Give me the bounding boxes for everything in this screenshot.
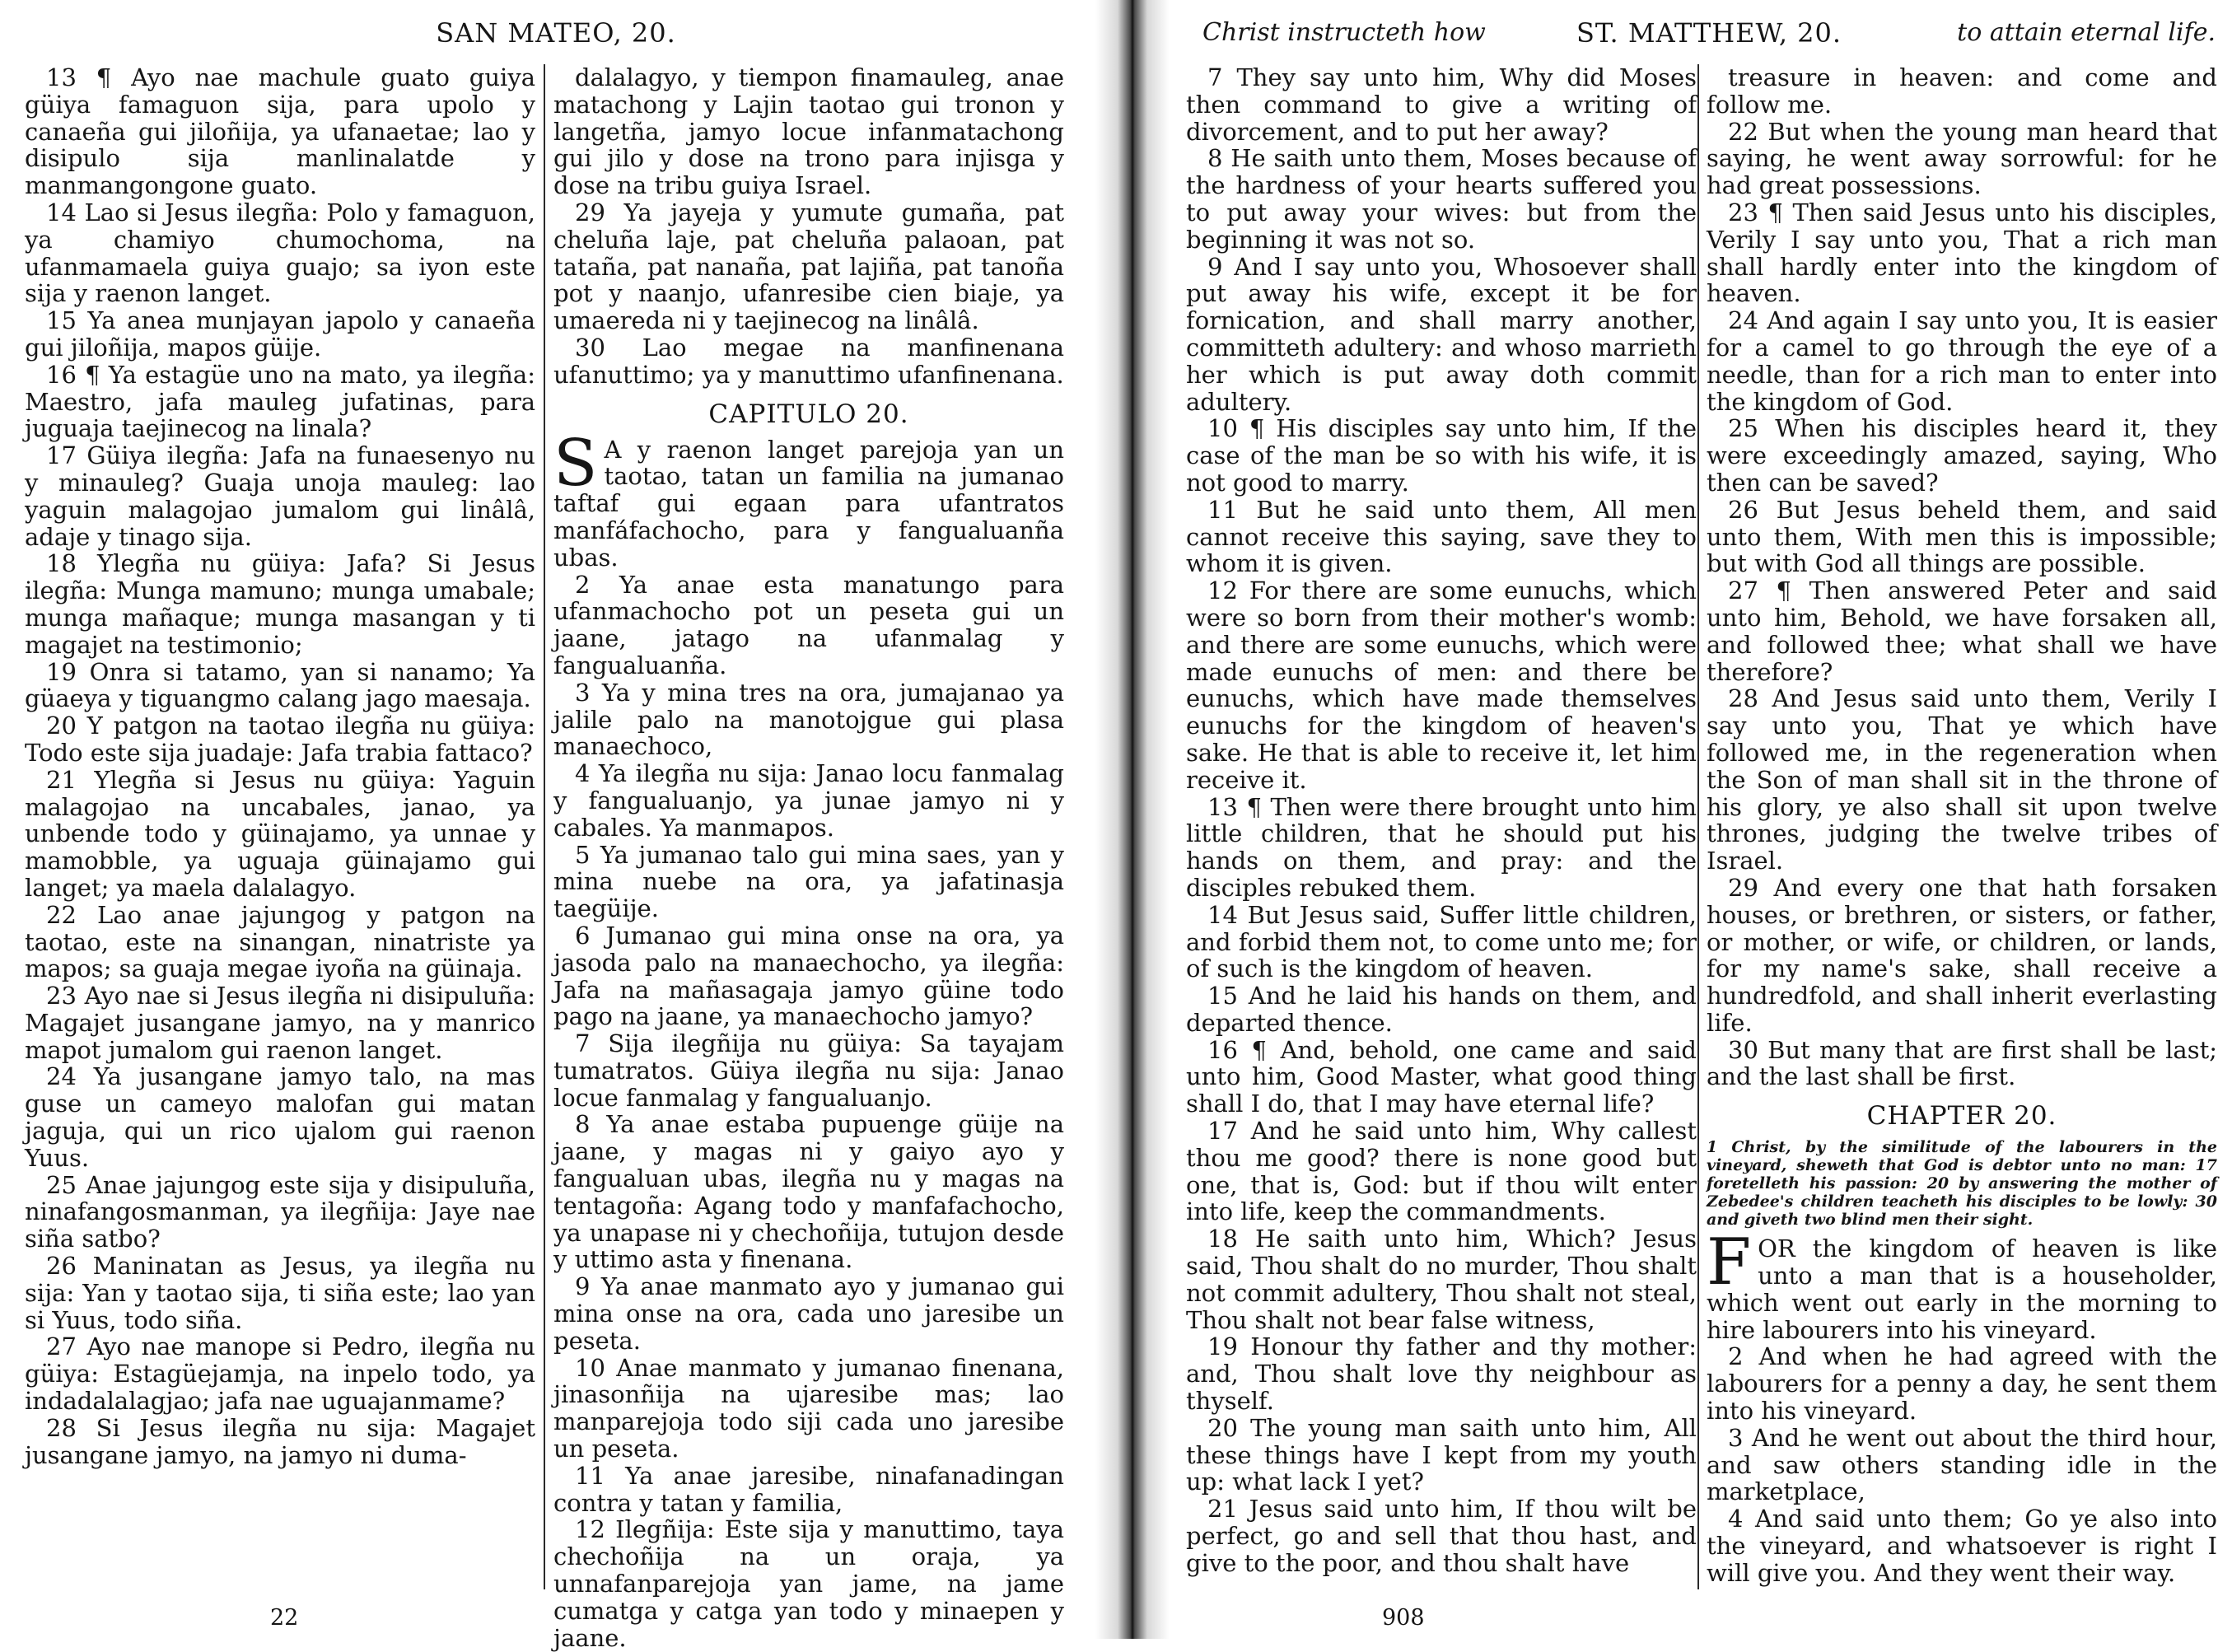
right-running-head-right: to attain eternal life.	[1957, 18, 2216, 47]
verse: 24 And again I say unto you, It is easier for a camel to go through the eye of a needle, than for a rich man to enter into the kingdom of God.	[1707, 306, 2217, 416]
right-column-1	[1186, 64, 1697, 1596]
chapter-first-verse-english-text: OR the kingdom of heaven is like unto a man that is a householder, which went out early in the morning to hire labourers into his vineyard.	[1707, 1234, 2217, 1344]
right-col2-verses-bottom	[1707, 1343, 2217, 1586]
verse: 25 When his disciples heard it, they were exceedingly amazed, saying, Who then can be saved?	[1707, 414, 2217, 497]
right-col2-verses-top	[1707, 64, 2217, 1090]
verse: 18 Ylegña nu güiya: Jafa? Si Jesus ilegña: Munga mamuno; munga umabale; munga mañaque; munga masangan y ti magajet na testimonio;	[25, 549, 535, 659]
verse: 11 Ya anae jaresibe, ninafanadingan contra y tatan y familia,	[553, 1461, 1064, 1517]
verse: 4 Ya ilegña nu sija: Janao locu fanmalag y fangualuanjo, ya junae jamyo ni y cabales. Ya manmapos.	[553, 759, 1064, 842]
verse: 3 And he went out about the third hour, and saw others standing idle in the marketplace,	[1707, 1423, 2217, 1506]
verse: 21 Jesus said unto him, If thou wilt be perfect, go and sell that thou hast, and give to the poor, and thou shalt have	[1186, 1495, 1697, 1577]
right-page	[1170, 0, 2232, 1639]
right-page-number: 908	[1382, 1605, 1425, 1631]
right-running-head-center: ST. MATTHEW, 20.	[1576, 17, 1842, 49]
left-page-header	[25, 15, 1087, 56]
verse: 13 ¶ Ayo nae machule guato guiya güiya famaguon sija, para upolo y canaeña gui jiloñija, ya ufanaetae; lao y disipulo sija manlinalatde y manmangongone guato.	[25, 63, 535, 200]
verse: 7 Sija ilegñija nu güiya: Sa tayajam tumatratos. Güiya ilegña nu sija: Janao locue fanmalag y fangualuanjo.	[553, 1029, 1064, 1112]
left-page-number: 22	[270, 1605, 299, 1631]
verse: 25 Anae jajungog este sija y disipuluña, ninafangosmanman, ya ilegñija: Jaye nae siña satbo?	[25, 1170, 535, 1253]
verse: 10 Anae manmato y jumanao finenana, jinasonñija na ujaresibe mas; lao manparejoja todo siji cada uno jaresibe un peseta.	[553, 1353, 1064, 1463]
verse: 16 ¶ Ya estagüe uno na mato, ya ilegña: Maestro, jafa mauleg jufatinas, para juguaja taejinecog na linala?	[25, 360, 535, 443]
verse: 7 They say unto him, Why did Moses then command to give a writing of divorcement, and to put her away?	[1186, 63, 1697, 146]
right-column-2	[1707, 64, 2217, 1596]
verse: 20 The young man saith unto him, All these things have I kept from my youth up: what lack I yet?	[1186, 1413, 1697, 1496]
chapter-heading-english: CHAPTER 20.	[1866, 1101, 2057, 1132]
verse: 10 ¶ His disciples say unto him, If the case of the man be so with his wife, it is not good to marry.	[1186, 414, 1697, 497]
chapter-first-verse-english	[1707, 1225, 2217, 1344]
right-running-head-left: Christ instructeth how	[1202, 18, 1486, 47]
verse: 17 And he said unto him, Why callest thou me good? there is none good but one, that is, God: but if thou wilt enter into life, keep the commandments.	[1186, 1117, 1697, 1226]
chapter-first-verse	[553, 426, 1064, 572]
verse: 15 Ya anea munjayan japolo y canaeña gui jiloñija, mapos güije.	[25, 306, 535, 362]
verse: 9 Ya anae manmato ayo y jumanao gui mina onse na ora, cada uno jaresibe un peseta.	[553, 1272, 1064, 1355]
verse: treasure in heaven: and come and follow me.	[1707, 63, 2217, 119]
verse: 11 But he said unto them, All men cannot receive this saying, save they to whom it is given.	[1186, 495, 1697, 578]
verse: 21 Ylegña si Jesus nu güiya: Yaguin malagojao na uncabales, janao, ya unbende todo y güinajamo, ya unnae y mamobble, ya uguaja güinajamo gui langet; ya maela dalalagyo.	[25, 765, 535, 902]
verse: 15 And he laid his hands on them, and departed thence.	[1186, 982, 1697, 1037]
left-page	[0, 0, 1095, 1652]
verse: 19 Honour thy father and thy mother: and, Thou shalt love thy neighbour as thyself.	[1186, 1332, 1697, 1416]
right-column-rule	[1697, 64, 1699, 1589]
verse: 28 Si Jesus ilegña nu sija: Magajet jusangane jamyo, na jamyo ni duma-	[25, 1413, 535, 1469]
verse: 30 But many that are first shall be last; and the last shall be first.	[1707, 1035, 2217, 1091]
verse: 14 Lao si Jesus ilegña: Polo y famaguon, ya chamiyo chumochoma, na ufanmamaela guiya guajo; sa iyon este sija y raenon langet.	[25, 198, 535, 308]
verse: 23 Ayo nae si Jesus ilegña ni disipuluña: Magajet jusangane jamyo, na y manrico mapot jumalom gui raenon langet.	[25, 982, 535, 1064]
verse: 23 ¶ Then said Jesus unto his disciples, Verily I say unto you, That a rich man shall hardly enter into the kingdom of heaven.	[1707, 198, 2217, 308]
drop-cap: S	[553, 426, 598, 501]
right-page-header	[1186, 15, 2232, 56]
verse: 13 ¶ Then were there brought unto him little children, that he should put his hands on them, and pray: and the disciples rebuked them.	[1186, 792, 1697, 902]
left-running-head: SAN MATEO, 20.	[436, 17, 676, 49]
chapter-heading-capitulo: CAPITULO 20.	[708, 399, 909, 429]
verse: 22 Lao anae jajungog y patgon na taotao, este na sinangan, ninatriste ya mapos; sa guaja megae iyoña na güinaja.	[25, 900, 535, 983]
left-col2-verses-bottom	[553, 572, 1064, 1652]
drop-cap-english: F	[1707, 1225, 1752, 1300]
verse: 24 Ya jusangane jamyo talo, na mas guse un cameyo malofan gui matan jaguja, qui un rico ujalom gui raenon Yuus.	[25, 1062, 535, 1172]
verse: 29 And every one that hath forsaken houses, or brethren, or sisters, or father, or mother, or wife, or children, or lands, for my name's sake, shall receive a hundredfold, and shall inherit everlasting life.	[1707, 873, 2217, 1037]
verse: 12 For there are some eunuchs, which were so born from their mother's womb: and there are some eunuchs, which were made eunuchs of men: and there be eunuchs, which have made themselves eunuchs for the kingdom of heaven's sake. He that is able to receive it, let him receive it.	[1186, 576, 1697, 794]
verse: 28 And Jesus said unto them, Verily I say unto you, That ye which have followed me, in the regeneration when the Son of man shall sit in the throne of his glory, ye also shall sit upon twelve thrones, judging the twelve tribes of Israel.	[1707, 684, 2217, 875]
verse: 2 Ya anae esta manatungo para ufanmachocho pot un peseta gui un jaane, jatago na ufanmalag y fangualuanña.	[553, 570, 1064, 679]
verse: 27 Ayo nae manope si Pedro, ilegña nu güiya: Estagüejamja, na inpelo todo, ya indadalalagjao; jafa nae uguajanmame?	[25, 1332, 535, 1416]
verse: 22 But when the young man heard that saying, he went away sorrowful: for he had great possessions.	[1707, 117, 2217, 200]
chapter-summary: 1 Christ, by the similitude of the labourers in the vineyard, sheweth that God is debtor unto no man: 17 foretelleth his passion: 20 by answering the mother of Zebedee's children teacheth his disciples to be lowly: 30 and giveth two blind men their sight.	[1707, 1138, 2217, 1230]
verse: 27 ¶ Then answered Peter and said unto him, Behold, we have forsaken all, and followed thee; what shall we have therefore?	[1707, 576, 2217, 686]
verse: 12 Ilegñija: Este sija y manuttimo, taya chechoñija na un oraja, ya unnafanparejoja yan jame, na jame cumatga y catga yan todo y minaepen y jaane.	[553, 1515, 1064, 1652]
left-col2-verses-top	[553, 64, 1064, 389]
left-column-rule	[544, 64, 545, 1589]
verse: 20 Y patgon na taotao ilegña nu güiya: Todo este sija juadaje: Jafa trabia fattaco?	[25, 712, 535, 767]
verse: 17 Güiya ilegña: Jafa na funaesenyo nu y minauleg? Guaja unoja mauleg: lao yaguin malagojao jumalom gui linâlâ, adaje y tinago sija.	[25, 441, 535, 551]
verse: 3 Ya y mina tres na ora, jumajanao ya jalile palo na manotojgue gui plasa manaechoco,	[553, 678, 1064, 761]
verse: 9 And I say unto you, Whosoever shall put away his wife, except it be for fornication, and shall marry another, committeth adultery: and whoso marrieth her which is put away doth commit adultery.	[1186, 252, 1697, 416]
verse: 2 And when he had agreed with the labourers for a penny a day, he sent them into his vineyard.	[1707, 1342, 2217, 1426]
chapter-first-verse-text: A y raenon langet parejoja yan un taotao, tatan un familia na jumanao taftaf gui egaan para ufantratos manfáfachocho, para y fangualuanña ubas.	[553, 435, 1064, 572]
verse: 5 Ya jumanao talo gui mina saes, yan y mina nuebe na ora, ya jafatinasja taegüije.	[553, 840, 1064, 923]
verse: 26 Maninatan as Jesus, ya ilegña nu sija: Yan y taotao sija, ti siña este; lao yan si Yuus, todo siña.	[25, 1252, 535, 1334]
verse: 18 He saith unto him, Which? Jesus said, Thou shalt do no murder, Thou shalt not commit adultery, Thou shalt not steal, Thou shalt not bear false witness,	[1186, 1225, 1697, 1334]
verse: 8 He saith unto them, Moses because of the hardness of your hearts suffered you to put away your wives: but from the beginning it was not so.	[1186, 144, 1697, 254]
verse: 6 Jumanao gui mina onse na ora, ya jasoda palo na manaechocho, ya ilegña: Jafa na mañasagaja jamyo güine todo pago na jaane, ya manaechocho jamyo?	[553, 921, 1064, 1031]
verse: 30 Lao megae na manfinenana ufanuttimo; ya y manuttimo ufanfinenana.	[553, 333, 1064, 389]
verse: 14 But Jesus said, Suffer little children, and forbid them not, to come unto me; for of such is the kingdom of heaven.	[1186, 900, 1697, 983]
left-column-2	[553, 63, 1064, 1652]
verse: dalalagyo, y tiempon finamauleg, anae matachong y Lajin taotao gui tronon y langetña, jamyo locue infanmatachong gui jilo y dose na trono para injisga y dose na tribu guiya Israel.	[553, 63, 1064, 200]
verse: 4 And said unto them; Go ye also into the vineyard, and whatsoever is right I will give you. And they went their way.	[1707, 1505, 2217, 1587]
verse: 8 Ya anae estaba pupuenge güije na jaane, y magas ni y gaiyo ayo y fangualuan ubas, ilegña nu y magas na tentagoña: Agang todo y manfafachocho, ya unapase ni y chechoñija, tutujon desde y uttimo asta y finenana.	[553, 1110, 1064, 1274]
book-gutter	[1095, 0, 1170, 1639]
verse: 29 Ya jayeja y yumute gumaña, pat cheluña laje, pat cheluña palaoan, pat tataña, pat nanaña, pat lajiña, pat tanoña pot y naanjo, ufanresibe cien biaje, ya umaereda ni y taejinecog na linâlâ.	[553, 198, 1064, 335]
verse: 26 But Jesus beheld them, and said unto them, With men this is impossible; but with God all things are possible.	[1707, 495, 2217, 578]
verse: 19 Onra si tatamo, yan si nanamo; Ya güaeya y tiguangmo calang jago maesaja.	[25, 657, 535, 713]
left-column-1	[25, 64, 535, 1596]
verse: 16 ¶ And, behold, one came and said unto him, Good Master, what good thing shall I do, that I may have eternal life?	[1186, 1035, 1697, 1118]
